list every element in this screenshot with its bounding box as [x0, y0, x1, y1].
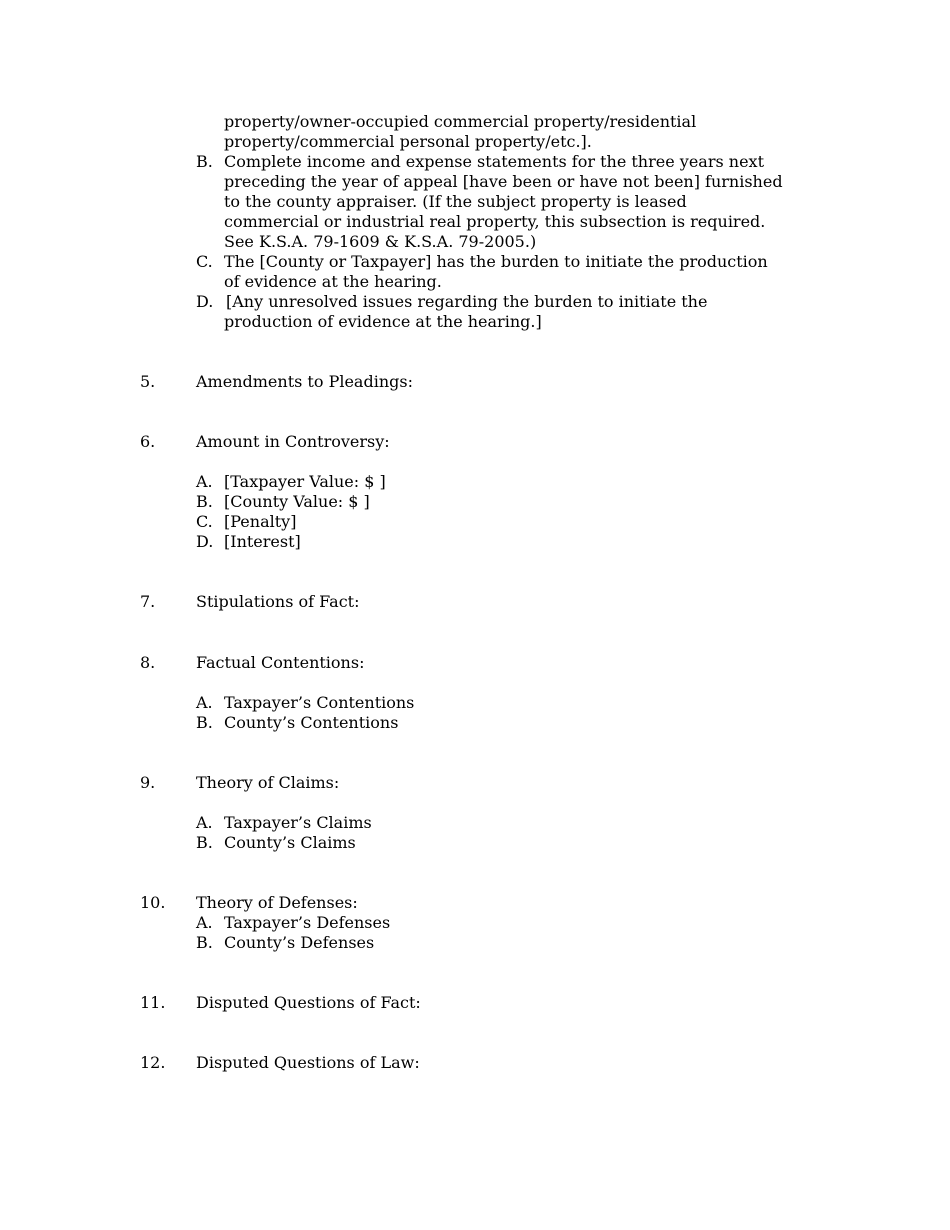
item-letter: A. — [196, 472, 213, 491]
section-number: 12. — [140, 1053, 166, 1072]
item-text-line: commercial or industrial real property, this subsection is required. — [224, 212, 766, 231]
item-text: [County Value: $ ] — [224, 492, 370, 511]
item-text-line: [Any unresolved issues regarding the burden to initiate the — [226, 292, 708, 311]
item-text: [Penalty] — [224, 512, 297, 531]
item-letter: D. — [196, 532, 214, 551]
continuation-line: property/owner-occupied commercial property/residential — [224, 112, 697, 131]
item-text: Taxpayer’s Contentions — [224, 693, 415, 712]
item-text-line: Complete income and expense statements for the three years next — [224, 152, 764, 171]
item-letter: B. — [196, 713, 213, 732]
item-letter: A. — [196, 913, 213, 932]
item-letter: C. — [196, 512, 213, 531]
section-number: 9. — [140, 773, 156, 792]
item-letter: D. — [196, 292, 214, 311]
item-letter: B. — [196, 933, 213, 952]
item-text: [Taxpayer Value: $ ] — [224, 472, 386, 491]
item-text: County’s Contentions — [224, 713, 399, 732]
section-number: 8. — [140, 653, 156, 672]
item-letter: B. — [196, 833, 213, 852]
section-heading: Amount in Controversy: — [196, 432, 390, 451]
section-number: 10. — [140, 893, 166, 912]
item-text: [Interest] — [224, 532, 301, 551]
item-text-line: The [County or Taxpayer] has the burden to initiate the production — [224, 252, 768, 271]
item-letter: B. — [196, 152, 213, 171]
item-text: Taxpayer’s Claims — [224, 813, 372, 832]
item-text-line: preceding the year of appeal [have been or have not been] furnished — [224, 172, 783, 191]
section-heading: Amendments to Pleadings: — [196, 372, 413, 391]
section-number: 7. — [140, 592, 156, 611]
section-heading: Disputed Questions of Fact: — [196, 993, 421, 1012]
item-text-line: of evidence at the hearing. — [224, 272, 442, 291]
section-heading: Theory of Defenses: — [196, 893, 358, 912]
item-text: Taxpayer’s Defenses — [224, 913, 391, 932]
section-heading: Factual Contentions: — [196, 653, 365, 672]
item-text-line: production of evidence at the hearing.] — [224, 312, 542, 331]
section-number: 6. — [140, 432, 156, 451]
section-number: 11. — [140, 993, 166, 1012]
item-text: County’s Claims — [224, 833, 356, 852]
item-letter: B. — [196, 492, 213, 511]
item-text-line: to the county appraiser. (If the subject property is leased — [224, 192, 687, 211]
section-number: 5. — [140, 372, 156, 391]
item-text-line: See K.S.A. 79-1609 & K.S.A. 79-2005.) — [224, 232, 537, 251]
section-heading: Disputed Questions of Law: — [196, 1053, 420, 1072]
section-heading: Theory of Claims: — [196, 773, 340, 792]
item-letter: A. — [196, 693, 213, 712]
continuation-line: property/commercial personal property/etc.]. — [224, 132, 592, 151]
item-text: County’s Defenses — [224, 933, 375, 952]
item-letter: A. — [196, 813, 213, 832]
section-heading: Stipulations of Fact: — [196, 592, 360, 611]
item-letter: C. — [196, 252, 213, 271]
